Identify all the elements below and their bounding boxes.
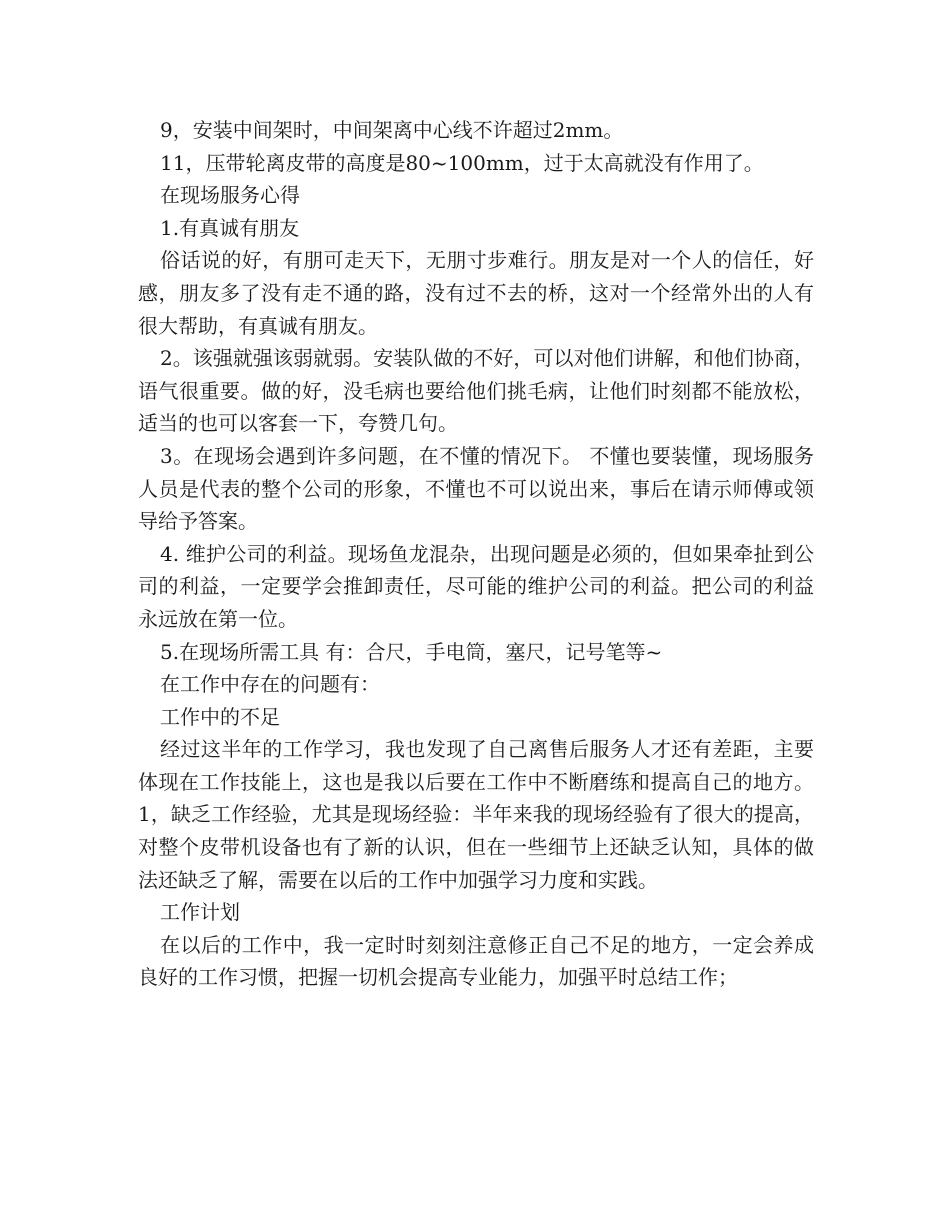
subheading-sincerity-friends: 1.有真诚有朋友 bbox=[160, 215, 300, 240]
section-heading-problems: 在工作中存在的问题有： bbox=[160, 672, 380, 697]
section-heading-field-service: 在现场服务心得 bbox=[160, 183, 300, 208]
paragraph-install-middle-frame: 9，安装中间架时，中间架离中心线不许超过2mm。 bbox=[160, 118, 624, 142]
paragraph-shortcomings: 经过这半年的工作学习，我也发现了自己离售后服务人才还有差距，主要体现在工作技能上，这也是我以后要在工作中不断磨练和提高自己的地方。1，缺乏工作经验，尤其是现场经验：半年来我的现场经验有了很大的提高，对整个皮带机设备也有了新的认识，但在一些细节上还缺乏认知，具体的做法还缺乏了解，需要在以后的工作中加强学习力度和实践。 bbox=[138, 737, 814, 892]
section-heading-shortcomings: 工作中的不足 bbox=[160, 704, 280, 729]
paragraph-problems-onsite: 3。在现场会遇到许多问题，在不懂的情况下。 不懂也要装懂，现场服务人员是代表的整个公司的形象，不懂也不可以说出来，事后在请示师傅或领导给予答案。 bbox=[138, 443, 814, 534]
paragraph-tools: 5.在现场所需工具 有：合尺，手电筒，塞尺，记号笔等~ bbox=[160, 639, 663, 664]
paragraph-friends: 俗话说的好，有朋可走天下，无朋寸步难行。朋友是对一个人的信任，好感，朋友多了没有走不通的路，没有过不去的桥，这对一个经常外出的人有很大帮助，有真诚有朋友。 bbox=[138, 248, 814, 338]
document-body bbox=[138, 114, 814, 994]
paragraph-company-interest: 4. 维护公司的利益。现场鱼龙混杂，出现问题是必须的，但如果牵扯到公司的利益，一定要学会推卸责任，尽可能的维护公司的利益。把公司的利益永远放在第一位。 bbox=[138, 541, 814, 631]
section-heading-work-plan: 工作计划 bbox=[160, 900, 240, 925]
paragraph-strong-weak: 2。该强就强该弱就弱。安装队做的不好，可以对他们讲解，和他们协商，语气很重要。做的好，没毛病也要给他们挑毛病，让他们时刻都不能放松，适当的也可以客套一下，夸赞几句。 bbox=[138, 346, 814, 436]
paragraph-pressure-roller-height: 11，压带轮离皮带的高度是80~100mm，过于太高就没有作用了。 bbox=[160, 150, 764, 175]
paragraph-work-plan: 在以后的工作中，我一定时时刻刻注意修正自己不足的地方，一定会养成良好的工作习惯，把握一切机会提高专业能力，加强平时总结工作； bbox=[138, 932, 814, 990]
